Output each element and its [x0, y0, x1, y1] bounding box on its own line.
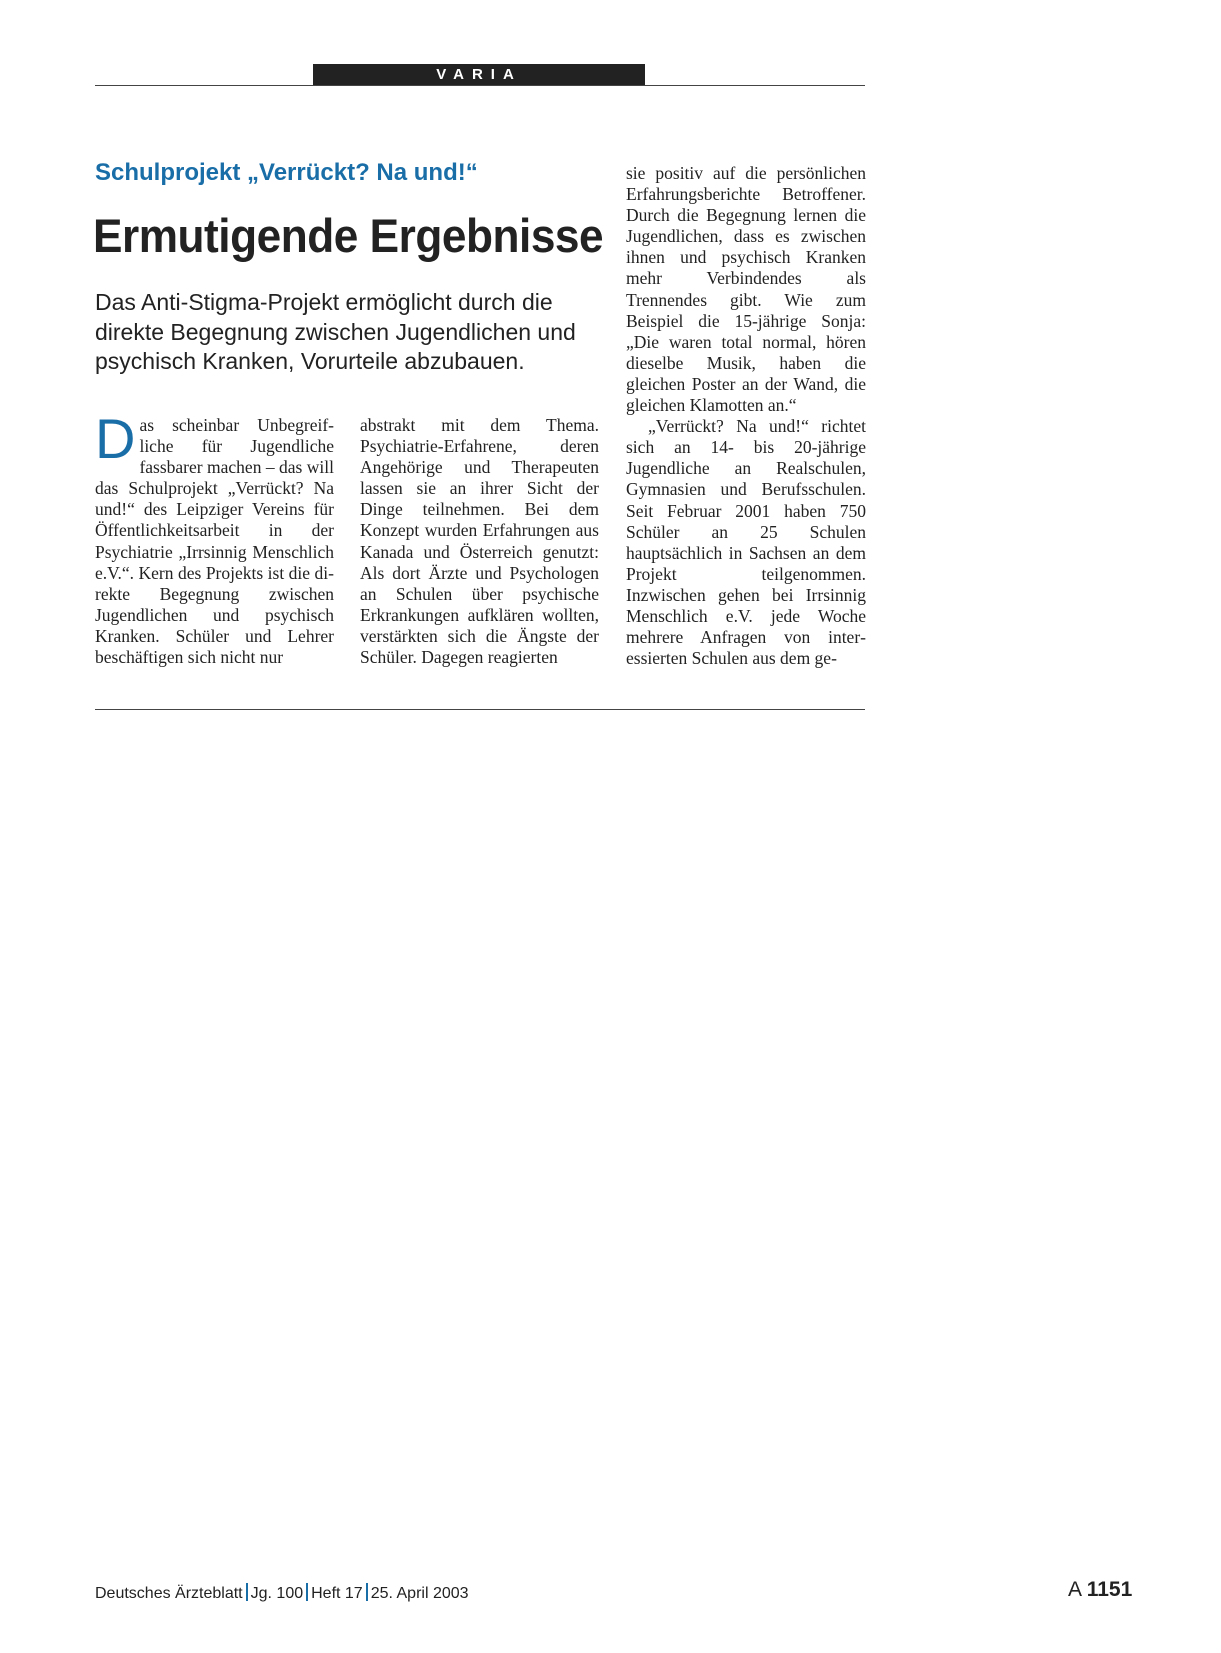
- body-text-col1: as scheinbar Unbegreifliche für Jugendliche fassbarer machen – das will das Schulprojekt „Verrückt? Na und!“ des Leipziger Vereins für Öffentlichkeitsarbeit in der Psychiatrie „Irrsinnig Menschlich e.V.“. Kern des Projekts ist die direkte Begegnung zwischen Jugendlichen und psychisch Kranken. Schüler und Lehrer beschäftigen sich nicht nur: [95, 415, 334, 668]
- body-text-col2: abstrakt mit dem Thema. Psychiatrie-Erfahrene, deren Angehörige und Therapeuten lassen sie an ihrer Sicht der Dinge teilnehmen. Bei dem Konzept wurden Erfahrungen aus Kanada und Österreich genutzt: Als dort Ärzte und Psychologen an Schulen über psychische Erkrankungen aufklären wollten, verstärkten sich die Ängste der Schüler. Dagegen reagierten: [360, 415, 599, 668]
- body-column-1: [95, 407, 334, 668]
- volume: Jg. 100: [250, 1585, 304, 1602]
- page-footer: [95, 1583, 469, 1603]
- footer-separator: [246, 1583, 248, 1601]
- page-number: [1068, 1578, 1132, 1602]
- page-number-value: 1151: [1086, 1578, 1133, 1601]
- article-headline: Ermutigende Ergebnisse: [93, 209, 604, 262]
- bottom-divider: [95, 709, 865, 710]
- section-label: VARIA: [313, 64, 645, 85]
- journal-name: Deutsches Ärzteblatt: [95, 1585, 243, 1602]
- top-divider: [95, 85, 865, 86]
- body-text-col3-paragraph-2: „Verrückt? Na und!“ richtet sich an 14- bis 20-jährige Jugendliche an Realschulen, Gymnasien und Berufsschulen. Seit Februar 2001 haben 750 Schüler an 25 Schulen hauptsächlich in Sachsen an dem Projekt teilgenommen. Inzwischen gehen bei Irrsinnig Menschlich e.V. jede Woche mehrere Anfragen von interessierten Schulen aus dem ge-: [626, 416, 866, 669]
- footer-separator: [366, 1583, 368, 1601]
- article-kicker: Schulprojekt „Verrückt? Na und!“: [95, 159, 478, 186]
- article-lead: Das Anti-Stigma-Projekt ermöglicht durch die direkte Begegnung zwischen Jugendlichen und psychisch Kranken, Vorurteile abzubauen.: [95, 289, 576, 374]
- issue: Heft 17: [311, 1585, 363, 1602]
- body-column-3: [626, 163, 866, 669]
- drop-cap: D: [95, 407, 136, 470]
- issue-date: 25. April 2003: [370, 1585, 469, 1602]
- page-prefix: A: [1068, 1578, 1081, 1601]
- body-column-2: [360, 415, 599, 668]
- body-text-col3-paragraph-1: sie positiv auf die persönlichen Erfahrungsberichte Betroffener. Durch die Begegnung lernen die Jugendlichen, dass es zwischen ihnen und psychisch Kranken mehr Verbindendes als Trennendes gibt. Wie zum Beispiel die 15-jährige Sonja: „Die waren total normal, hören dieselbe Musik, haben die gleichen Poster an der Wand, die gleichen Klamotten an.“: [626, 163, 866, 416]
- footer-separator: [306, 1583, 308, 1601]
